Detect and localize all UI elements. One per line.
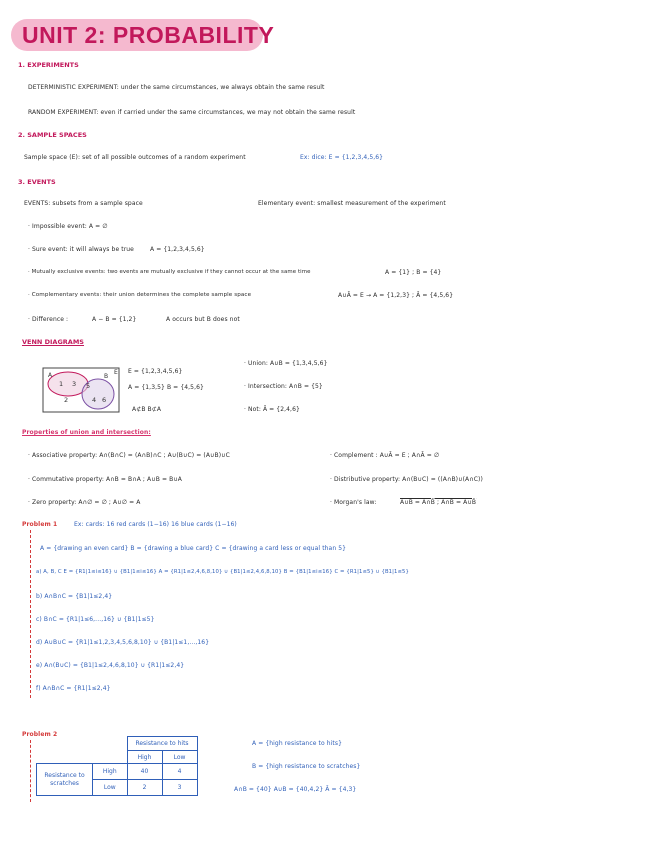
random-experiment-text: RANDOM EXPERIMENT: even if carried under the same circumstances, we may not obtain the same result (28, 109, 356, 116)
distributive-property: · Distributive property: A∩(B∪C) = ((A∩B)∪(A∩C)) (330, 476, 483, 483)
associative-property: · Associative property: A∩(B∩C) = (A∩B)∩C ; A∪(B∪C) = (A∪B)∪C (28, 452, 230, 459)
problem2-margin-line (30, 740, 31, 802)
problem1-part-c: c) B∩C = {R1|1≤6,...,16} ∪ {B1|1≤5} (36, 616, 155, 623)
venn-region-3: 3 (72, 380, 77, 388)
difference-example: A − B = {1,2} (92, 316, 137, 323)
heading-experiments: 1. EXPERIMENTS (18, 61, 79, 69)
venn-region-6: 6 (102, 396, 107, 404)
problem1-part-f: f) A∩B∩C = {R1|1≤2,4} (36, 685, 111, 692)
venn-sets-ab: A = {1,3,5} B = {4,5,6} (128, 384, 204, 391)
heading-events: 3. EVENTS (18, 178, 56, 186)
problem1-part-a: a) A, B, C E = {R1|1≤i≤16} ∪ {B1|1≤i≤16} A = {R1|1≤2,4,6,8,10} ∪ {B1|1≤2,4,6,8,10} B = {B1|1≤i≤16} C = {R1|1≤5} ∪ {B1|1≤5} (36, 569, 409, 575)
table-subheader-low: Low (162, 751, 197, 764)
problem1-events: A = {drawing an even card} B = {drawing a blue card} C = {drawing a card less or equal than 5} (40, 545, 347, 552)
venn-label-a: A (48, 372, 53, 379)
venn-region-1: 1 (59, 380, 64, 388)
sample-space-text: Sample space (E): set of all possible outcomes of a random experiment (24, 154, 246, 161)
mutually-exclusive-example: A = {1} ; B = {4} (385, 269, 442, 276)
deterministic-experiment-text: DETERMINISTIC EXPERIMENT: under the same circumstances, we always obtain the same result (28, 84, 325, 91)
problem1-setup: Ex: cards: 16 red cards (1−16) 16 blue cards (1−16) (74, 521, 237, 528)
complementary-events-text: · Complementary events: their union determines the complete sample space (28, 292, 252, 298)
commutative-property: · Commutative property: A∩B = B∩A ; A∪B = B∪A (28, 476, 183, 483)
venn-diagram (42, 364, 122, 414)
not-text: · Not: Ā = {2,4,6} (244, 406, 300, 413)
table-cell-high-high: 40 (127, 764, 162, 780)
problem1-part-b: b) A∩B∩C = {B1|1≤2,4} (36, 593, 113, 600)
elementary-event-text: Elementary event: smallest measurement of the experiment (258, 200, 446, 207)
table-row-label-low: Low (93, 780, 128, 796)
difference-note: A occurs but B does not (166, 316, 240, 323)
zero-property: · Zero property: A∩∅ = ∅ ; A∪∅ = A (28, 499, 141, 506)
venn-label-e: E (114, 369, 118, 376)
venn-subsets: A⊄B B⊄A (132, 406, 162, 413)
impossible-event-text: · Impossible event: A = ∅ (28, 223, 108, 230)
heading-venn-diagrams: VENN DIAGRAMS (22, 338, 84, 346)
sure-event-text: · Sure event: it will always be true (28, 246, 134, 253)
problem1-part-d: d) A∪B∪C = {R1|1≤1,2,3,4,5,6,8,10} ∪ {B1|1≤1,...,16} (36, 639, 210, 646)
union-text: · Union: A∪B = {1,3,4,5,6} (244, 360, 328, 367)
table-subheader-high: High (127, 751, 162, 764)
venn-label-b: B (104, 373, 109, 380)
morgan-law-label: · Morgan's law: (330, 499, 377, 506)
heading-sample-spaces: 2. SAMPLE SPACES (18, 131, 87, 139)
problem2-event-a: A = {high resistance to hits} (252, 740, 343, 747)
problem1-heading: Problem 1 (22, 521, 58, 528)
table-cell-high-low: 4 (162, 764, 197, 780)
problem2-event-b: B = {high resistance to scratches} (252, 763, 361, 770)
venn-region-2: 2 (64, 396, 69, 404)
venn-set-e: E = {1,2,3,4,5,6} (128, 368, 183, 375)
table-cell-low-low: 3 (162, 780, 197, 796)
table-cell-low-high: 2 (127, 780, 162, 796)
problem1-margin-line (30, 530, 31, 698)
resistance-table (36, 736, 198, 796)
sample-space-example: Ex: dice: E = {1,2,3,4,5,6} (300, 154, 384, 161)
complementary-example: A∪Ā = E → A = {1,2,3} ; Ā = {4,5,6} (338, 292, 454, 299)
complement-property: · Complement : A∪Ā = E ; A∩Ā = ∅ (330, 452, 440, 459)
page-title: UNIT 2: PROBABILITY (22, 22, 275, 48)
morgan-law-formula: A∪B = Ā∩B̄ ; A∩B = Ā∪B̄ (400, 499, 477, 506)
mutually-exclusive-text: · Mutually exclusive events: two events are mutually exclusive if they cannot occur at the same time (28, 269, 311, 275)
table-row-label-high: High (93, 764, 128, 780)
problem1-part-e: e) A∩(B∪C) = {B1|1≤2,4,6,8,10} ∪ {R1|1≤2,4} (36, 662, 185, 669)
problem2-results: A∩B = {40} A∪B = {40,4,2} Ā = {4,3} (234, 786, 357, 793)
difference-text: · Difference : (28, 316, 69, 323)
problem2-heading: Problem 2 (22, 731, 58, 738)
sure-event-example: A = {1,2,3,4,5,6} (150, 246, 205, 253)
table-top-header: Resistance to hits (127, 737, 197, 751)
table-row-group-label: Resistance to scratches (37, 764, 93, 796)
intersection-text: · Intersection: A∩B = {5} (244, 383, 323, 390)
venn-region-4: 4 (92, 396, 97, 404)
events-definition: EVENTS: subsets from a sample space (24, 200, 143, 207)
venn-region-5: 5 (86, 382, 91, 390)
heading-properties: Properties of union and intersection: (22, 429, 151, 436)
